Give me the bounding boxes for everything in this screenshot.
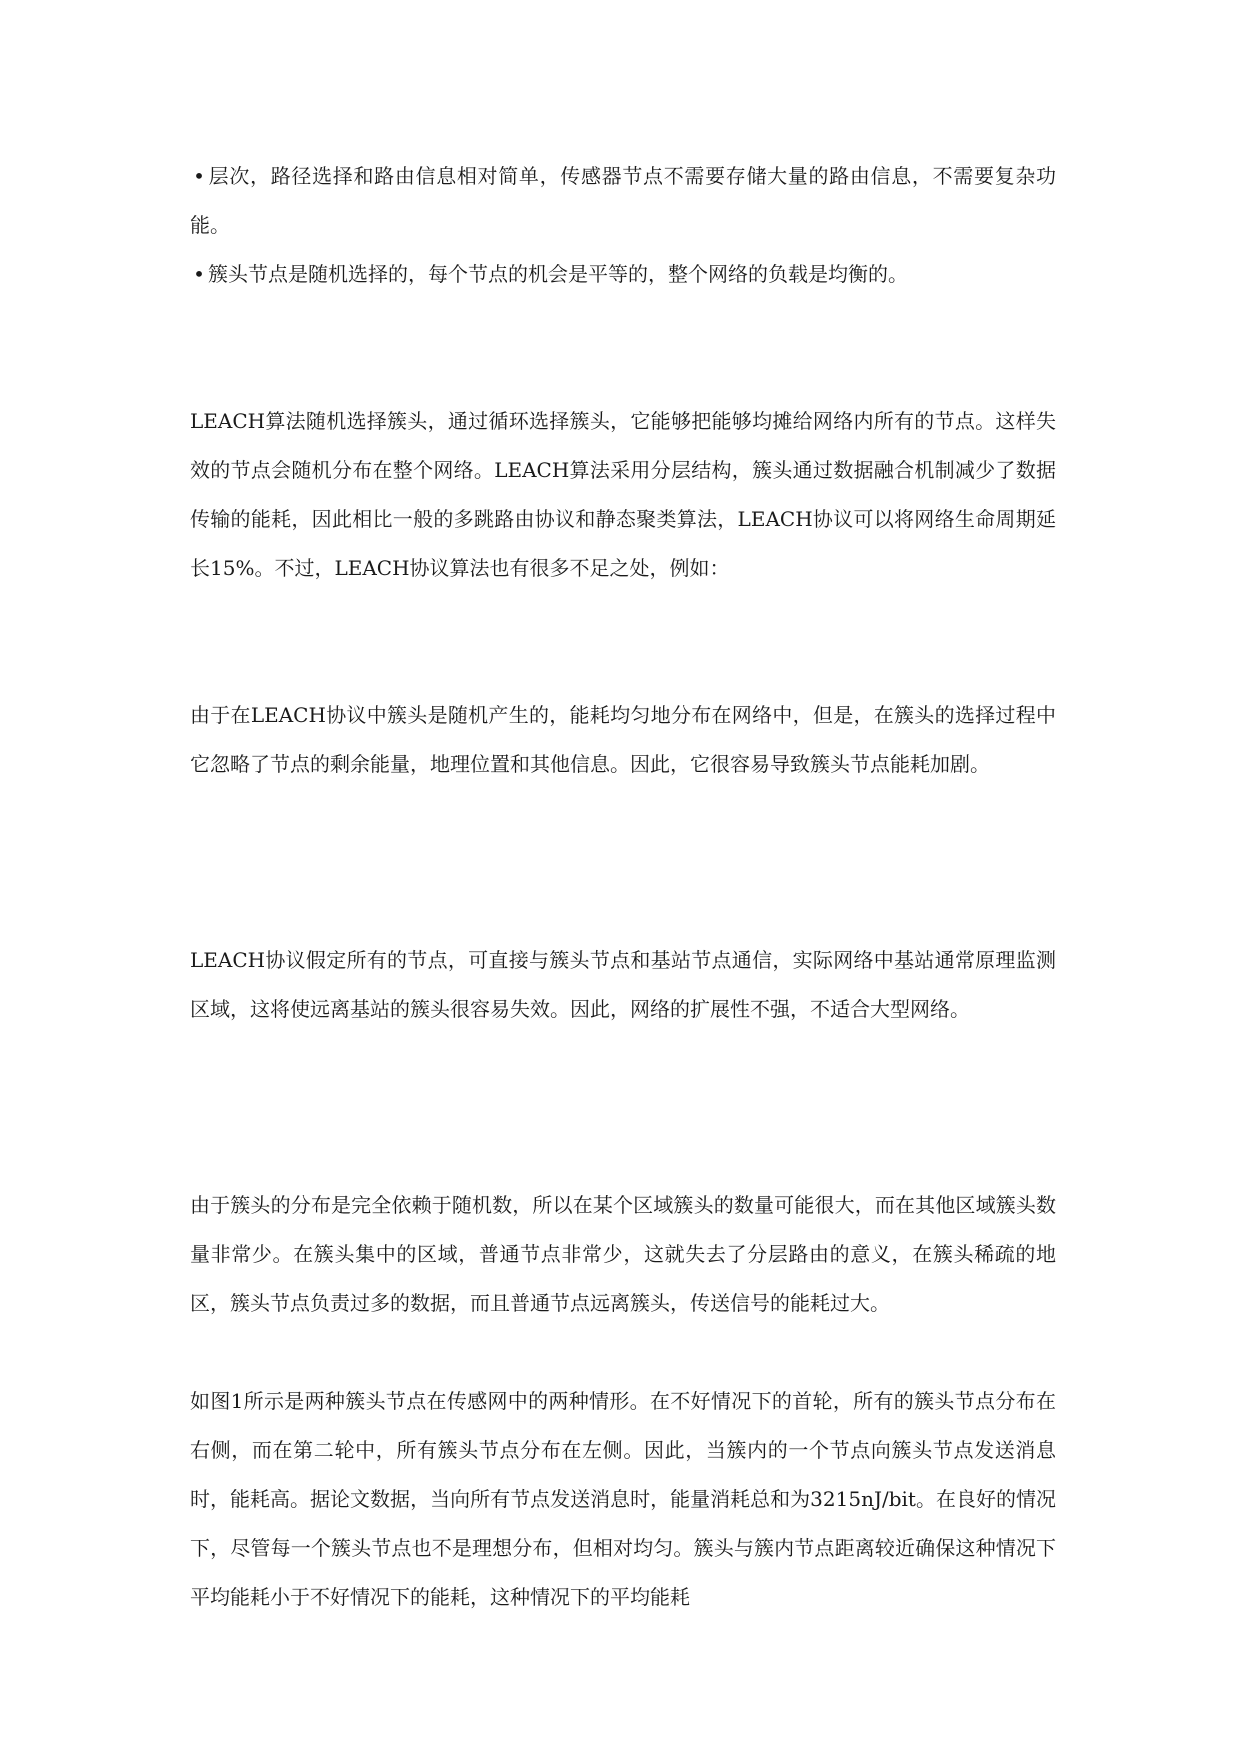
bullet-marker: • <box>193 164 205 188</box>
bullet-item-routing-simplicity <box>190 152 1056 250</box>
paragraph-figure-1-description: 如图1所示是两种簇头节点在传感网中的两种情形。在不好情况下的首轮，所有的簇头节点分布在右侧，而在第二轮中，所有簇头节点分布在左侧。因此，当簇内的一个节点向簇头节点发送消息时，能耗高。据论文数据，当向所有节点发送消息时，能量消耗总和为3215nJ/bit。在良好的情况下，尽管每一个簇头节点也不是理想分布，但相对均匀。簇头与簇内节点距离较近确保这种情况下平均能耗小于不好情况下的能耗，这种情况下的平均能耗 <box>190 1389 1056 1609</box>
paragraph-cluster-distribution-drawback: 由于簇头的分布是完全依赖于随机数，所以在某个区域簇头的数量可能很大，而在其他区域簇头数量非常少。在簇头集中的区域，普通节点非常少，这就失去了分层路由的意义，在簇头稀疏的地区，簇头节点负责过多的数据，而且普通节点远离簇头，传送信号的能耗过大。 <box>190 1193 1056 1315</box>
bullet-marker: • <box>193 262 205 286</box>
paragraph-direct-communication-drawback: LEACH协议假定所有的节点，可直接与簇头节点和基站节点通信，实际网络中基站通常原理监测区域，这将使远离基站的簇头很容易失效。因此，网络的扩展性不强，不适合大型网络。 <box>190 948 1056 1021</box>
paragraph-random-cluster-drawback: 由于在LEACH协议中簇头是随机产生的，能耗均匀地分布在网络中，但是，在簇头的选择过程中它忽略了节点的剩余能量，地理位置和其他信息。因此，它很容易导致簇头节点能耗加剧。 <box>190 703 1056 776</box>
bullet-item-random-cluster-head <box>190 250 1056 299</box>
bullet-text: 簇头节点是随机选择的，每个节点的机会是平等的，整个网络的负载是均衡的。 <box>208 262 908 286</box>
paragraph-leach-overview: LEACH算法随机选择簇头，通过循环选择簇头，它能够把能够均摊给网络内所有的节点。这样失效的节点会随机分布在整个网络。LEACH算法采用分层结构，簇头通过数据融合机制减少了数据传输的能耗，因此相比一般的多跳路由协议和静态聚类算法，LEACH协议可以将网络生命周期延长15%。不过，LEACH协议算法也有很多不足之处，例如： <box>190 409 1056 580</box>
bullet-text: 层次，路径选择和路由信息相对简单，传感器节点不需要存储大量的路由信息，不需要复杂功能。 <box>190 164 1056 237</box>
